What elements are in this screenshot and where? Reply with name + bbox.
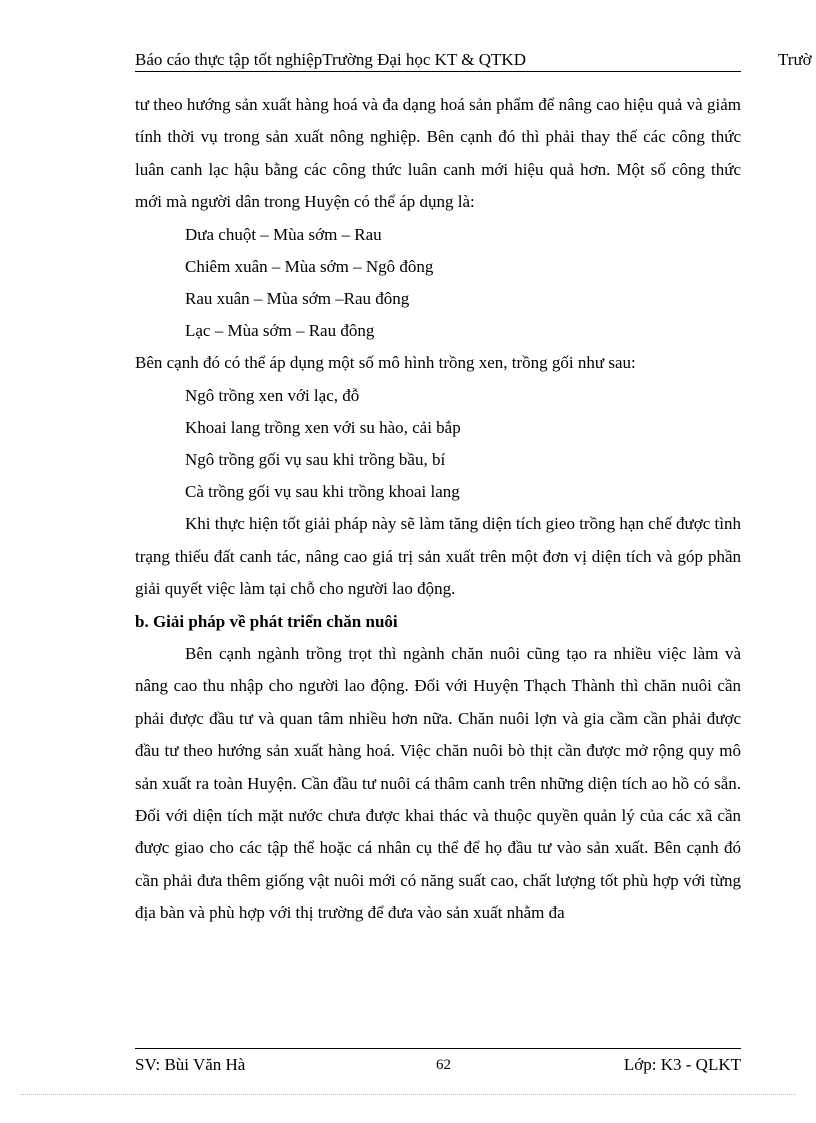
intro-paragraph	[135, 89, 741, 219]
list-item: Dưa chuột – Mùa sớm – Rau	[185, 224, 382, 244]
footer-divider	[135, 1048, 741, 1049]
list-item: Ngô trồng xen với lạc, đỗ	[185, 385, 360, 405]
list-item: Lạc – Mùa sớm – Rau đông	[185, 321, 375, 341]
list-item: Khoai lang trồng xen với su hào, cải bắp	[185, 417, 461, 437]
footer-student: SV: Bùi Văn Hà	[135, 1055, 246, 1074]
intro-line: quả và giảm tính thời vụ trong sản xuất nông nghiệp. Bên cạnh đó thì phải	[135, 95, 741, 147]
rotation-formula-list	[135, 219, 741, 348]
list-item: Rau xuân – Mùa sớm –Rau đông	[185, 289, 410, 309]
intro-line: tư theo hướng sản xuất hàng hoá và đa dạng hoá sản phẩm để nâng cao hiệu	[135, 95, 654, 114]
intro-line: hiệu quả hơn. Một số công thức mới mà người dân trong Huyện có thể áp	[135, 159, 741, 212]
page-number: 62	[436, 1057, 451, 1073]
header-title: Báo cáo thực tập tốt nghiệpTrường Đại học KT & QTKD	[135, 50, 526, 69]
footer-class: Lớp: K3 - QLKT	[623, 1055, 741, 1074]
section-b-paragraph: Bên cạnh ngành trồng trọt thì ngành chăn nuôi cũng tạo ra nhiều việc làm và nâng cao thu nhập cho người lao động. Đối với Huyện Thạch Thành thì chăn nuôi cần phải được đầu tư và quan tâm nhiều hơn nữa. Chăn nuôi lợn và gia cầm cần phải được đầu tư theo hướng sản xuất hàng hoá. Việc chăn nuôi bò thịt cần được mở rộng quy mô sản xuất ra toàn Huyện. Cần đầu tư nuôi cá thâm canh trên những diện tích ao hồ có sẵn. Đối với diện tích mặt nước chưa được khai thác và thuộc quyền quản lý của các xã cần được giao cho các tập thể hoặc cá nhân cụ thể để họ đầu tư vào sản xuất. Bên cạnh đó cần phải đưa thêm giống vật nuôi mới có năng suất cao, chất lượng tốt phù hợp với từng địa bàn và phù hợp với thị trường để đưa vào sản xuất nhằm đa	[135, 643, 741, 923]
section-b-heading: b. Giải pháp về phát triển chăn nuôi	[135, 611, 398, 631]
intro-line: dụng là:	[419, 192, 475, 212]
intercrop-model-list	[135, 380, 741, 509]
list-item: Ngô trồng gối vụ sau khi trồng bầu, bí	[185, 450, 446, 470]
page-bottom-divider	[20, 1094, 796, 1095]
body-text	[135, 89, 741, 930]
intercrop-intro: Bên cạnh đó có thể áp dụng một số mô hình trồng xen, trồng gối như sau:	[135, 353, 636, 373]
header-right-fragment: Trườ	[778, 50, 812, 69]
header-divider	[135, 71, 741, 72]
list-item: Cà trồng gối vụ sau khi trồng khoai lang	[185, 482, 460, 502]
intro-line: thay thế các công thức luân canh lạc hậu bằng các công thức luân canh mới	[135, 127, 742, 179]
list-item: Chiêm xuân – Mùa sớm – Ngô đông	[185, 256, 434, 276]
conclusion-paragraph: Khi thực hiện tốt giải pháp này sẽ làm tăng diện tích gieo trồng hạn chế được tình trạng thiếu đất canh tác, nâng cao giá trị sản xuất trên một đơn vị diện tích và góp phần giải quyết việc làm tại chỗ cho người lao động.	[135, 514, 741, 599]
